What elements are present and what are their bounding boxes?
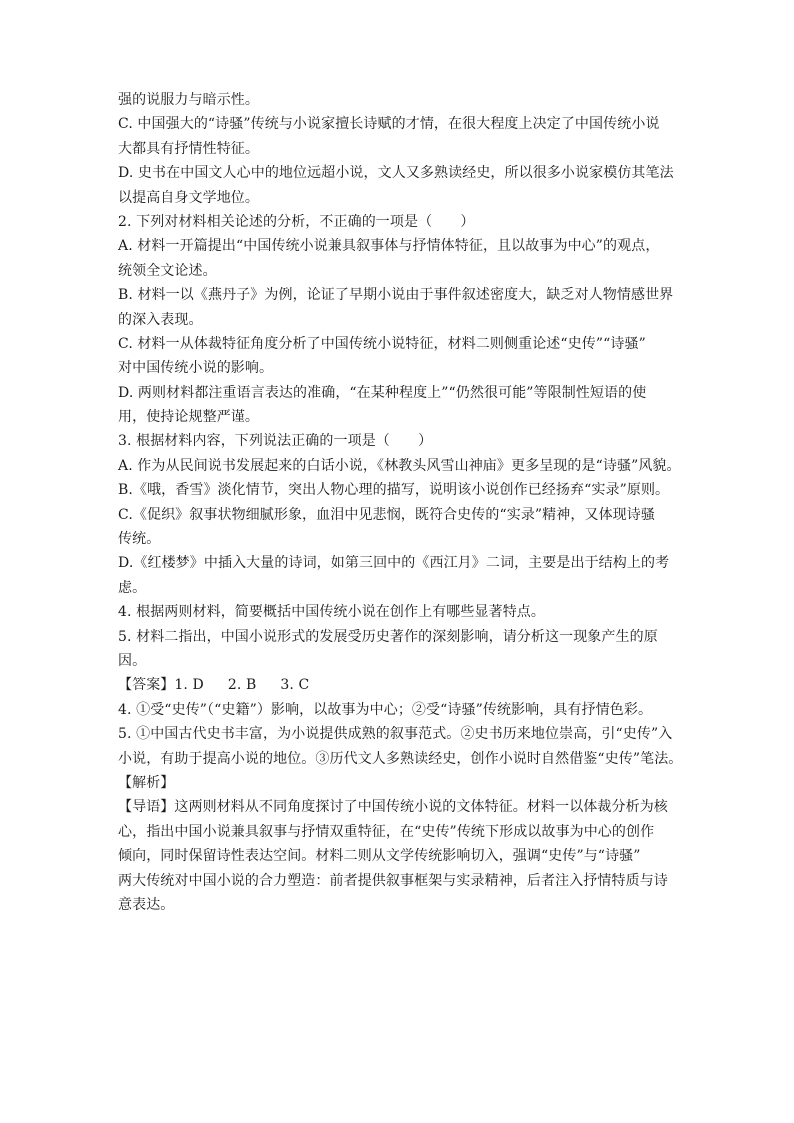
option-b-line: B. 材料一以《燕丹子》为例，论证了早期小说由于事件叙述密度大，缺乏对人物情感世界 — [118, 287, 674, 304]
text-line: 对中国传统小说的影响。 — [118, 360, 274, 377]
option-d-line: D. 史书在中国文人心中的地位远超小说，文人又多熟读经史，所以很多小说家模仿其笔法 — [118, 165, 674, 182]
option-c-line: C. 中国强大的“诗骚”传统与小说家擅长诗赋的才情，在很大程度上决定了中国传统小说 — [118, 116, 660, 133]
answer-line — [118, 673, 688, 697]
text-line: 统领全文论述。 — [118, 262, 217, 279]
text-line: 的深入表现。 — [118, 311, 203, 328]
text-line: 小说，有助于提高小说的地位。③历代文人多熟读经史，创作小说时自然借鉴“史传”笔法。 — [118, 750, 683, 767]
option-a-line: A. 材料一开篇提出“中国传统小说兼具叙事体与抒情体特征，且以故事为中心”的观点， — [118, 238, 660, 255]
option-d-line: D.《红楼梦》中插入大量的诗词，如第三回中的《西江月》二词，主要是出于结构上的考 — [118, 555, 670, 572]
analysis-line: 意表达。 — [118, 896, 175, 913]
text-line: 强的说服力与暗示性。 — [118, 92, 259, 108]
text-line: 虑。 — [118, 579, 147, 596]
question-2: 2. 下列对材料相关论述的分析，不正确的一项是（ ） — [118, 213, 475, 230]
answer-item: 1. D — [174, 677, 204, 694]
text-line: 因。 — [118, 652, 147, 669]
answer-5-line: 5. ①中国古代史书丰富，为小说提供成熟的叙事范式。②史书历来地位崇高，引“史传”入 — [118, 726, 673, 743]
option-a-line: A. 作为从民间说书发展起来的白话小说，《林教头风雪山神庙》更多呈现的是“诗骚”风貌。 — [118, 457, 681, 474]
analysis-line: 心，指出中国小说兼具叙事与抒情双重特征，在“史传”传统下形成以故事为中心的创作 — [118, 823, 655, 840]
text-line: 以提高自身文学地位。 — [118, 189, 259, 206]
question-4: 4. 根据两则材料，简要概括中国传统小说在创作上有哪些显著特点。 — [118, 604, 546, 621]
option-c-line: C. 材料一从体裁特征角度分析了中国传统小说特征，材料二则侧重论述“史传”“诗骚” — [118, 335, 646, 352]
answer-item: 2. B — [227, 677, 257, 694]
question-3: 3. 根据材料内容，下列说法正确的一项是（ ） — [118, 433, 433, 450]
answer-label: 【答案】 — [118, 677, 175, 694]
analysis-line: 【导语】这两则材料从不同角度探讨了中国传统小说的文体特征。材料一以体裁分析为核 — [118, 799, 668, 816]
text-line: 传统。 — [118, 531, 161, 548]
analysis-line: 倾向，同时保留诗性表达空间。材料二则从文学传统影响切入，强调“史传”与“诗骚” — [118, 848, 641, 865]
text-line: 大都具有抒情性特征。 — [118, 140, 259, 157]
question-5: 5. 材料二指出，中国小说形式的发展受历史著作的深刻影响，请分析这一现象产生的原 — [118, 628, 658, 645]
option-c-line: C.《促织》叙事状物细腻形象，血泪中见悲悯，既符合史传的“实录”精神，又体现诗骚 — [118, 506, 655, 523]
analysis-line: 两大传统对中国小说的合力塑造：前者提供叙事框架与实录精神，后者注入抒情特质与诗 — [118, 872, 668, 889]
document-page — [118, 88, 688, 917]
answer-4-line: 4. ①受“史传”（“史籍”）影响，以故事为中心；②受“诗骚”传统影响，具有抒情色彩。 — [118, 701, 653, 718]
option-b-line: B.《哦，香雪》淡化情节，突出人物心理的描写，说明该小说创作已经扬弃“实录”原则。 — [118, 482, 670, 499]
analysis-heading: 【解析】 — [118, 774, 175, 791]
option-d-line: D. 两则材料都注重语言表达的准确，“在某种程度上”“仍然很可能”等限制性短语的使 — [118, 384, 647, 401]
answer-item: 3. C — [280, 677, 310, 694]
text-line: 用，使持论规整严谨。 — [118, 409, 259, 426]
